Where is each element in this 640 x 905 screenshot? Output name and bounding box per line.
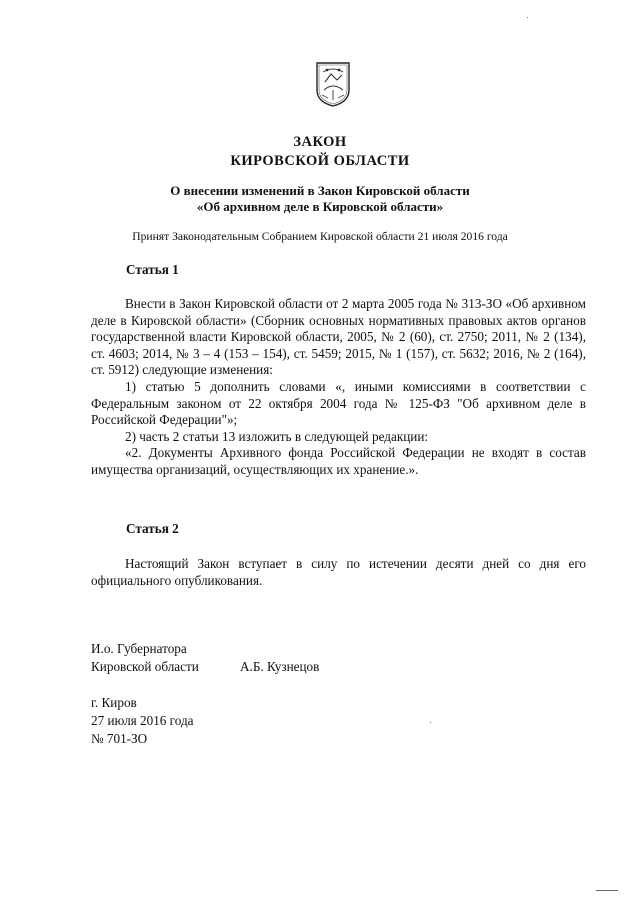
article-1-item-1: 1) статью 5 дополнить словами «, иными комиссиями в соответствии с Федеральным законом от 22 октября 2004 года № 125-ФЗ "Об архивном деле в Российской Федерации"»;: [91, 378, 586, 428]
region-name: КИРОВСКОЙ ОБЛАСТИ: [230, 153, 410, 169]
article-2-heading: Статья 2: [126, 521, 179, 536]
law-title: [0, 133, 640, 171]
law-subtitle: [0, 183, 640, 215]
article-1-item-2-text: «2. Документы Архивного фонда Российской Федерации не входят в состав имущества организаций, осуществляющих их хранение.».: [91, 445, 586, 477]
article-1-body: [91, 296, 586, 479]
article-2-body: [91, 556, 586, 589]
article-1-item-2: 2) часть 2 статьи 13 изложить в следующей редакции:: [125, 428, 429, 444]
law-word: ЗАКОН: [293, 134, 347, 150]
law-date: 27 июля 2016 года: [91, 713, 194, 728]
adoption-note: Принят Законодательным Собранием Кировской области 21 июля 2016 года: [132, 230, 508, 243]
law-number: № 701-ЗО: [91, 731, 148, 746]
scan-speck: [430, 722, 431, 723]
signatory-position-line-2: Кировской области: [91, 659, 199, 674]
subtitle-line-2: «Об архивном деле в Кировской области»: [196, 199, 444, 214]
city: г. Киров: [91, 695, 137, 710]
article-1-intro: Внести в Закон Кировской области от 2 марта 2005 года № 313-ЗО «Об архивном деле в Кировской области» (Сборник основных нормативных правовых актов органов государственной власти Кировской области, 2005, № 2 (60), ст. 2750; 2011, № 2 (134), ст. 4603; 2014, № 3 – 4 (153 – 154), ст. 5459; 2015, № 1 (157), ст. 5632; 2016, № 2 (164), ст. 5912) следующие изменения:: [91, 296, 586, 378]
subtitle-line-1: О внесении изменений в Закон Кировской области: [170, 183, 470, 198]
signatory-name: А.Б. Кузнецов: [240, 659, 320, 674]
scan-speck: [527, 17, 528, 18]
signatory-position-line-1: И.о. Губернатора: [91, 641, 187, 656]
article-2-text: Настоящий Закон вступает в силу по истечении десяти дней со дня его официального опубликования.: [91, 556, 586, 588]
scan-mark: [596, 890, 618, 891]
article-1-heading: Статья 1: [126, 262, 179, 277]
coat-of-arms-emblem: [313, 60, 353, 108]
